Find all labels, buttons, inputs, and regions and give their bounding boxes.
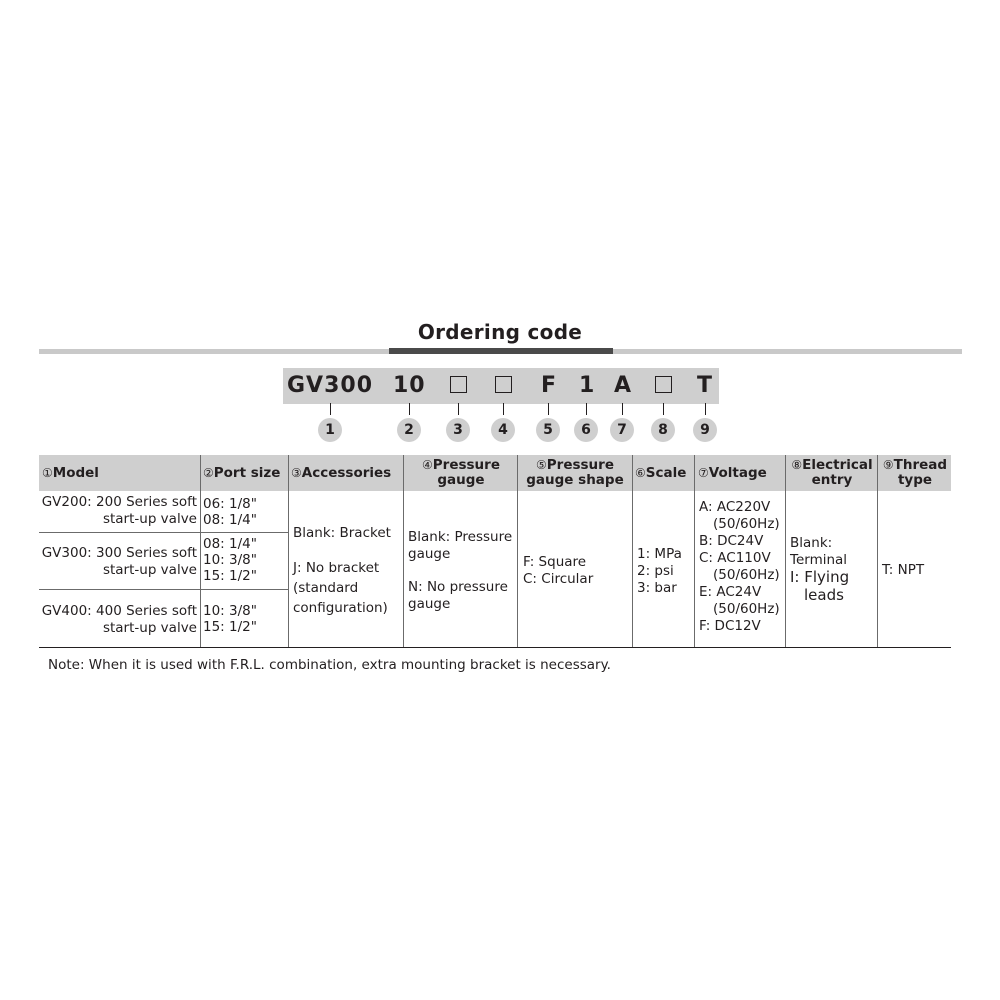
code-electrical-entry-box: [655, 376, 672, 393]
column-divider: [785, 455, 786, 648]
leader-line: [705, 403, 706, 415]
marker-8: 8: [651, 418, 675, 442]
electrical-entry-cell: Blank: Terminal I: Flying leads: [790, 535, 850, 604]
header-voltage: ⑦ Voltage: [698, 464, 767, 481]
code-thread-type: T: [697, 373, 714, 398]
port-size-cell: 06: 1/8" 08: 1/4": [203, 496, 257, 528]
column-divider: [200, 455, 201, 648]
voltage-cell: A: AC220V (50/60Hz) B: DC24V C: AC110V (50/60Hz) E: AC24V (50/60Hz) F: DC12V: [699, 499, 780, 634]
page-title: Ordering code: [417, 320, 583, 344]
column-divider: [288, 455, 289, 648]
pressure-gauge-cell: N: No pressure gauge: [408, 579, 508, 612]
leader-line: [330, 403, 331, 415]
code-model: GV300: [287, 373, 374, 398]
table-bottom-rule: [39, 647, 951, 648]
thread-type-cell: T: NPT: [882, 562, 925, 578]
marker-2: 2: [397, 418, 421, 442]
header-pressure-gauge: ④Pressure gauge: [422, 457, 500, 488]
title-rule-accent: [389, 348, 613, 354]
header-gauge-shape: ⑤Pressure gauge shape: [526, 457, 624, 488]
model-cell: GV300: 300 Series soft start-up valve: [41, 545, 197, 578]
marker-5: 5: [536, 418, 560, 442]
accessories-cell: Blank: Bracket: [293, 525, 391, 541]
code-scale: 1: [579, 373, 596, 398]
header-thread-type: ⑨Thread type: [882, 457, 948, 488]
column-divider: [403, 455, 404, 648]
scale-cell: 1: MPa 2: psi 3: bar: [637, 546, 682, 596]
header-accessories: ③ Accessories: [291, 464, 392, 481]
header-port-size: ② Port size: [203, 464, 281, 481]
gauge-shape-cell: F: Square C: Circular: [523, 554, 594, 587]
code-pressure-gauge-box: [495, 376, 512, 393]
model-cell: GV200: 200 Series soft start-up valve: [41, 494, 197, 527]
leader-line: [409, 403, 410, 415]
marker-1: 1: [318, 418, 342, 442]
marker-9: 9: [693, 418, 717, 442]
code-voltage: A: [614, 373, 633, 398]
header-electrical-entry: ⑧Electrical entry: [791, 457, 873, 488]
marker-6: 6: [574, 418, 598, 442]
marker-3: 3: [446, 418, 470, 442]
leader-line: [458, 403, 459, 415]
row-divider: [39, 589, 289, 590]
leader-line: [586, 403, 587, 415]
code-gauge-shape: F: [541, 373, 558, 398]
pressure-gauge-cell: Blank: Pressure gauge: [408, 529, 513, 562]
marker-7: 7: [610, 418, 634, 442]
leader-line: [548, 403, 549, 415]
row-divider: [39, 532, 289, 533]
accessories-cell: J: No bracket (standard configuration): [293, 560, 388, 616]
leader-line: [663, 403, 664, 415]
header-scale: ⑥ Scale: [635, 464, 687, 481]
port-size-cell: 08: 1/4" 10: 3/8" 15: 1/2": [203, 536, 257, 584]
footnote: Note: When it is used with F.R.L. combination, extra mounting bracket is necessary.: [48, 657, 611, 673]
port-size-cell: 10: 3/8" 15: 1/2": [203, 603, 257, 635]
column-divider: [877, 455, 878, 648]
column-divider: [694, 455, 695, 648]
column-divider: [517, 455, 518, 648]
marker-4: 4: [491, 418, 515, 442]
column-divider: [632, 455, 633, 648]
header-model: ① Model: [42, 464, 99, 481]
code-port-size: 10: [393, 373, 426, 398]
model-cell: GV400: 400 Series soft start-up valve: [41, 603, 197, 636]
leader-line: [503, 403, 504, 415]
leader-line: [622, 403, 623, 415]
code-accessories-box: [450, 376, 467, 393]
